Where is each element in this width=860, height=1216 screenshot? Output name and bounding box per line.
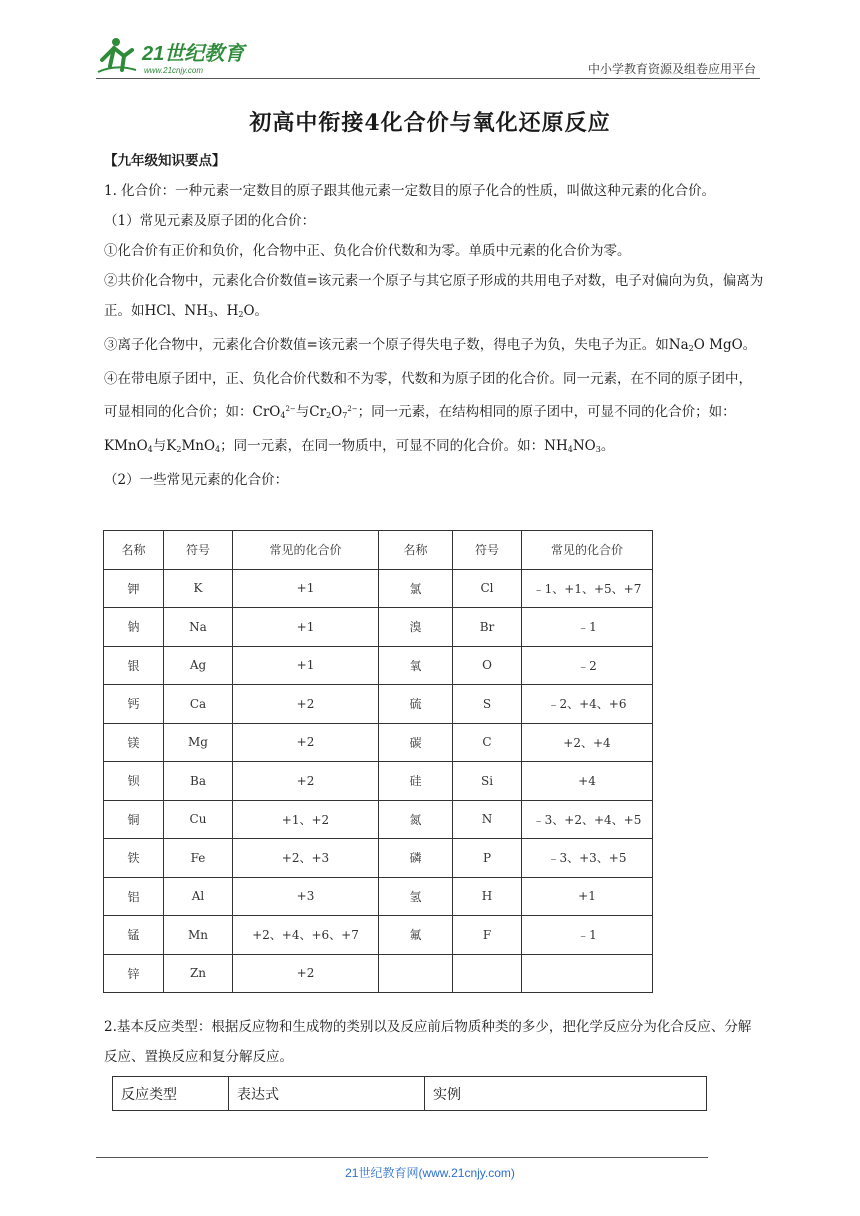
table-cell: +1	[233, 646, 379, 685]
table-cell: 锌	[104, 954, 164, 993]
table-row	[104, 839, 653, 878]
table-cell: +2	[233, 723, 379, 762]
table-cell: Cu	[164, 800, 233, 839]
table-cell: 铝	[104, 877, 164, 916]
table-cell: 锰	[104, 916, 164, 955]
table-cell: N	[453, 800, 522, 839]
table-cell	[453, 954, 522, 993]
table-cell: ﹣1	[522, 608, 653, 647]
table-cell: 磷	[379, 839, 453, 878]
section-heading: 【九年级知识要点】	[104, 153, 226, 169]
table-cell: 溴	[379, 608, 453, 647]
table-cell: +2	[233, 954, 379, 993]
site-logo	[96, 34, 266, 78]
table-cell: 铁	[104, 839, 164, 878]
table-cell: 钾	[104, 569, 164, 608]
table-cell: 钠	[104, 608, 164, 647]
header-cell: 符号	[453, 531, 522, 570]
table-cell: Si	[453, 762, 522, 801]
table-cell: +1、+2	[233, 800, 379, 839]
table-cell: 硫	[379, 685, 453, 724]
svg-text:21世纪教育: 21世纪教育	[142, 43, 245, 65]
table-row	[104, 877, 653, 916]
table-cell: Mg	[164, 723, 233, 762]
table-cell: 银	[104, 646, 164, 685]
footer-divider	[96, 1157, 708, 1158]
table-cell: Br	[453, 608, 522, 647]
table-cell: Fe	[164, 839, 233, 878]
table-cell: Mn	[164, 916, 233, 955]
header-cell: 常见的化合价	[233, 531, 379, 570]
table-row	[104, 685, 653, 724]
table-row	[104, 954, 653, 993]
table-cell: Zn	[164, 954, 233, 993]
page-header	[96, 30, 760, 80]
table-cell: K	[164, 569, 233, 608]
table-cell: Na	[164, 608, 233, 647]
header-cell: 名称	[104, 531, 164, 570]
table-cell: 碳	[379, 723, 453, 762]
paragraph-reaction-types: 2.基本反应类型：根据反应物和生成物的类别以及反应前后物质种类的多少，把化学反应分为化合反应、分解反应、置换反应和复分解反应。	[104, 1019, 752, 1065]
table-cell: ﹣3、+2、+4、+5	[522, 800, 653, 839]
header-cell: 反应类型	[113, 1077, 229, 1111]
reaction-table	[112, 1076, 707, 1111]
table-cell: 氢	[379, 877, 453, 916]
table-cell: +4	[522, 762, 653, 801]
table-cell: +2	[233, 762, 379, 801]
header-cell: 实例	[425, 1077, 707, 1111]
table-cell: Ag	[164, 646, 233, 685]
table-cell: O	[453, 646, 522, 685]
table-cell	[522, 954, 653, 993]
table-row	[104, 723, 653, 762]
valence-table-body	[104, 569, 653, 993]
table-row	[104, 569, 653, 608]
table-cell: +2	[233, 685, 379, 724]
table-cell: F	[453, 916, 522, 955]
header-cell: 表达式	[229, 1077, 425, 1111]
table-cell: +1	[522, 877, 653, 916]
valence-table	[103, 530, 653, 993]
table-cell: 氧	[379, 646, 453, 685]
paragraph-rule-3: ③离子化合物中，元素化合价数值=该元素一个原子得失电子数，得电子为负，失电子为正。如$Na_2O$ MgO。	[104, 337, 757, 353]
table-row	[104, 916, 653, 955]
table-cell: C	[453, 723, 522, 762]
table-cell: 氮	[379, 800, 453, 839]
table-cell: +2、+3	[233, 839, 379, 878]
platform-name: 中小学教育资源及组卷应用平台	[587, 62, 756, 76]
table-cell: 铜	[104, 800, 164, 839]
table-cell: 钙	[104, 685, 164, 724]
table-cell: ﹣3、+3、+5	[522, 839, 653, 878]
table-cell: +1	[233, 569, 379, 608]
table-row	[104, 608, 653, 647]
table-cell: Cl	[453, 569, 522, 608]
table-row	[104, 800, 653, 839]
table-cell: 硅	[379, 762, 453, 801]
header-cell: 名称	[379, 531, 453, 570]
table-cell: ﹣2、+4、+6	[522, 685, 653, 724]
paragraph-valence-definition: 1. 化合价：一种元素一定数目的原子跟其他元素一定数目的原子化合的性质，叫做这种元素的化合价。	[104, 183, 716, 199]
table-cell: 氯	[379, 569, 453, 608]
paragraph-common-valence: （1）常见元素及原子团的化合价：	[104, 213, 316, 229]
svg-text:www.21cnjy.com: www.21cnjy.com	[144, 66, 203, 75]
table-cell: ﹣1、+1、+5、+7	[522, 569, 653, 608]
footer-link[interactable]: 21世纪教育网(www.21cnjy.com)	[345, 1166, 515, 1180]
table-cell: ﹣1	[522, 916, 653, 955]
table-row	[104, 762, 653, 801]
section-reaction-types	[104, 1012, 764, 1072]
header-divider	[96, 78, 760, 79]
table-cell: Ba	[164, 762, 233, 801]
table-cell	[379, 954, 453, 993]
header-cell: 符号	[164, 531, 233, 570]
table-cell: S	[453, 685, 522, 724]
table-cell: P	[453, 839, 522, 878]
table-cell: H	[453, 877, 522, 916]
main-content	[104, 146, 764, 495]
table-cell: +2、+4、+6、+7	[233, 916, 379, 955]
paragraph-rule-2: ②共价化合物中，元素化合价数值=该元素一个原子与其它原子形成的共用电子对数，电子对偏向为负，偏离为正。如HCl、$NH_3$、$H_2O$。	[104, 273, 764, 319]
table-cell: +1	[233, 608, 379, 647]
header-cell: 常见的化合价	[522, 531, 653, 570]
table-cell: Ca	[164, 685, 233, 724]
paragraph-table-intro: （2）一些常见元素的化合价：	[104, 472, 289, 488]
table-cell: 钡	[104, 762, 164, 801]
table-cell: ﹣2	[522, 646, 653, 685]
table-cell: Al	[164, 877, 233, 916]
table-cell: +3	[233, 877, 379, 916]
paragraph-rule-4: ④在带电原子团中，正、负化合价代数和不为零，代数和为原子团的化合价。同一元素，在不同的原子团中，可显相同的化合价；如：CrO$_4^{2-}$与$Cr_2O_7^{2-}$；同一元素，在结构相同的原子团中，可显不同的化合价；如：KMnO$_4$与$K_2MnO_4$；同一元素，在同一物质中，可显不同的化合价。如：$NH_4NO_3$。	[104, 371, 752, 454]
table-header-row	[104, 531, 653, 570]
page-title: 初高中衔接4化合价与氧化还原反应	[249, 110, 611, 136]
table-cell: +2、+4	[522, 723, 653, 762]
table-row	[104, 646, 653, 685]
paragraph-rule-1: ①化合价有正价和负价，化合物中正、负化合价代数和为零。单质中元素的化合价为零。	[104, 243, 631, 259]
reaction-table-header-row	[113, 1077, 707, 1111]
table-cell: 镁	[104, 723, 164, 762]
table-cell: 氟	[379, 916, 453, 955]
